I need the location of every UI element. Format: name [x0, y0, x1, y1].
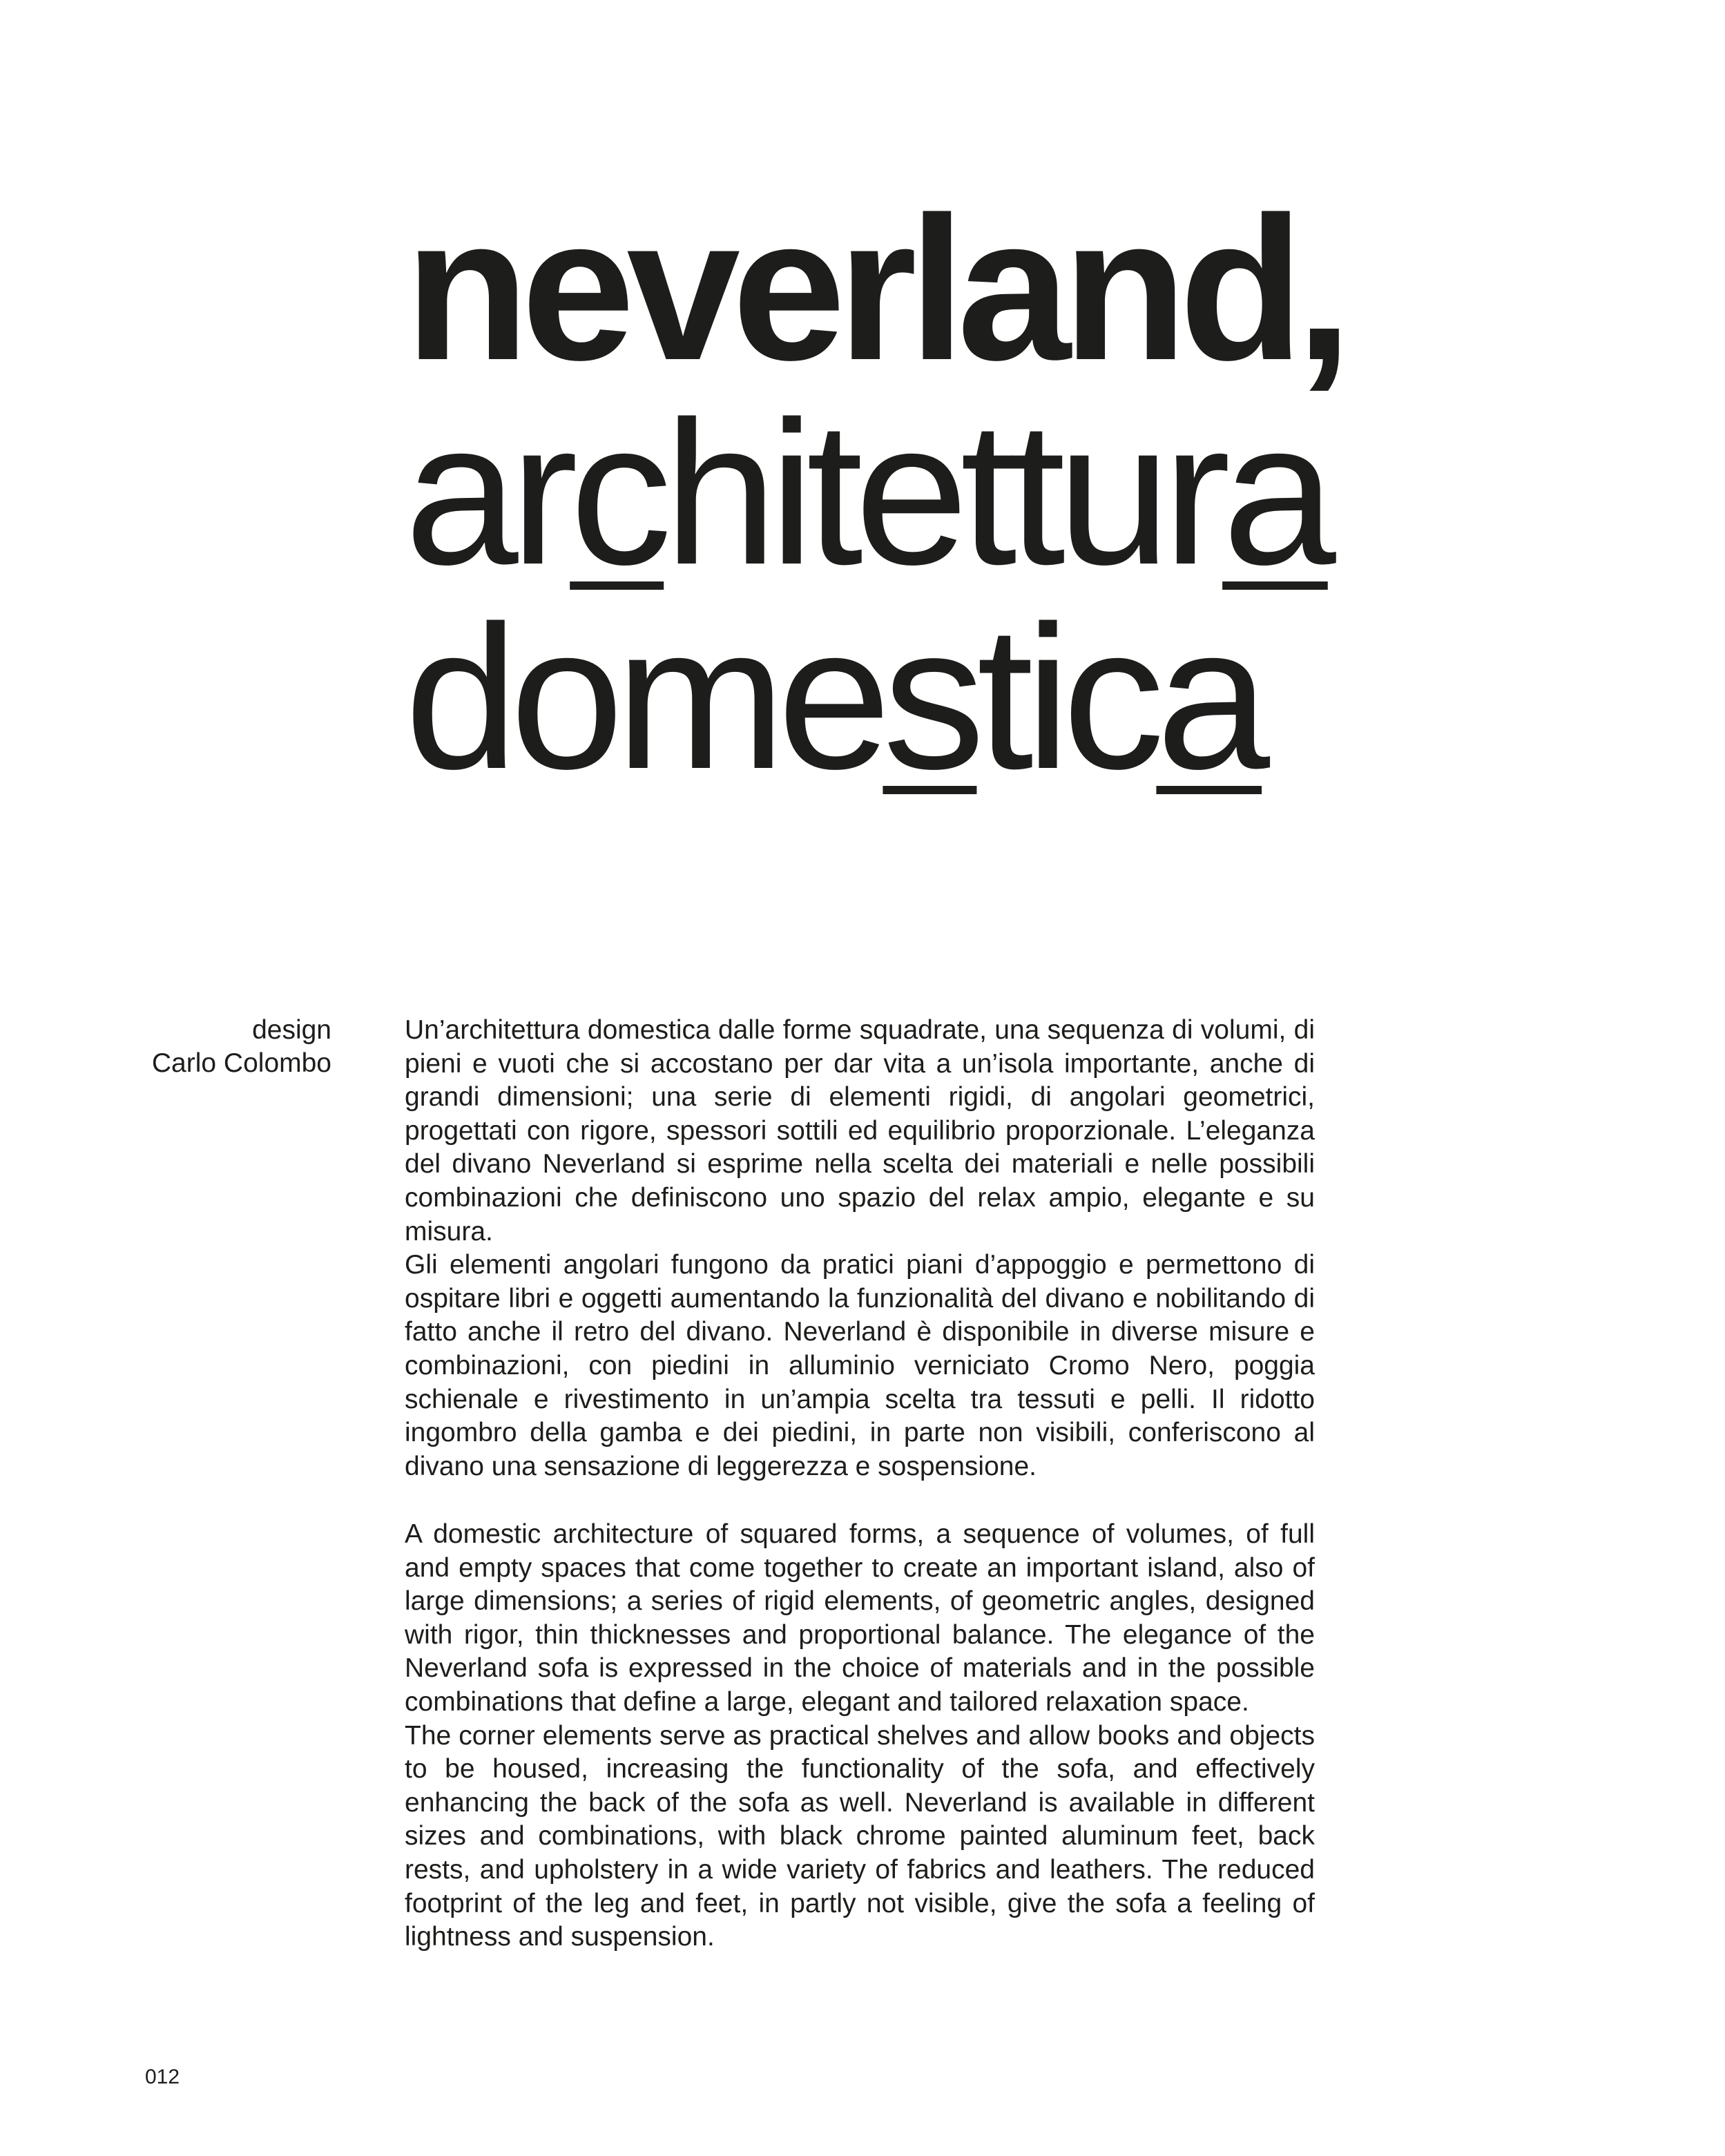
english-paragraph-2: The corner elements serve as practical shelves and allow books and objects to be housed, increasing the functionality of the sofa, and effectively enhancing the back of the sofa as well. Neverland is available in different sizes and combinations, with black chrome painted aluminum feet, back rests, and upholstery in a wide variety of fabrics and leathers. The reduced footprint of the leg and feet, in partly not visible, give the sofa a feeling of lightness and suspension. [405, 1720, 1315, 1952]
designer-name: Carlo Colombo [151, 1048, 331, 1078]
title-underlined-letter: a [1222, 378, 1328, 607]
title-line-domestica [405, 583, 1579, 811]
title-segment: dome [405, 583, 883, 811]
title-underlined-letter: a [1156, 583, 1262, 811]
title-segment: ar [405, 378, 570, 607]
italian-paragraph-2: Gli elementi angolari fungono da pratici piani d’appoggio e permettono di ospitare libri e oggetti aumentando la funzionalità del divano e nobilitando di fatto anche il retro del divano. Neverland è disponibile in diverse misure e combinazioni, con piedini in alluminio verniciato Cromo Nero, poggia schienale e rivestimento in un’ampia scelta tra tessuti e pelli. Il ridotto ingombro della gamba e dei piedini, in parte non visibili, conferiscono al divano una sensazione di leggerezza e sospensione. [405, 1250, 1315, 1481]
title-line-neverland: neverland, [405, 174, 1345, 403]
title-underlined-letter: c [570, 378, 664, 607]
english-paragraph-1: A domestic architecture of squared forms, a sequence of volumes, of full and empty spaces that come together to create an important island, also of large dimensions; a series of rigid elements, of geometric angles, designed with rigor, thin thicknesses and proportional balance. The elegance of the Neverland sofa is expressed in the choice of materials and in the possible combinations that define a large, elegant and tailored relaxation space. [405, 1519, 1315, 1717]
title-underlined-letter: s [883, 583, 977, 811]
english-description [405, 1518, 1315, 1954]
title-segment: hitettur [664, 378, 1223, 607]
italian-description [405, 1014, 1315, 1483]
design-credit [152, 1014, 331, 1080]
credit-label: design [252, 1015, 331, 1045]
title-segment: tic [976, 583, 1157, 811]
italian-paragraph-1: Un’architettura domestica dalle forme squadrate, una sequenza di volumi, di pieni e vuoti che si accostano per dar vita a un’isola importante, anche di grandi dimensioni; una serie di elementi rigidi, di angolari geometrici, progettati con rigore, spessori sottili ed equilibrio proporzionale. L’eleganza del divano Neverland si esprime nella scelta dei materiali e nelle possibili combinazioni che definiscono uno spazio del relax ampio, elegante e su misura. [405, 1015, 1315, 1247]
page-number: 012 [145, 2066, 180, 2088]
page-title [405, 174, 1579, 811]
title-line-architettura [405, 378, 1579, 607]
